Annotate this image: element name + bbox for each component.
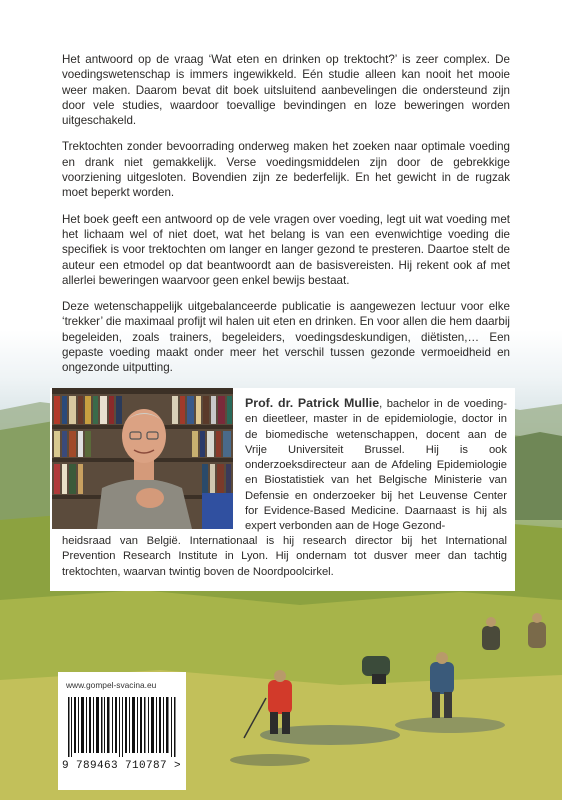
blurb-paragraph: Het antwoord op de vraag ‘Wat eten en drinken op trektocht?’ is zeer complex. De voedingswetenschap is immers ingewikkeld. Eén studie alleen kan nooit het mooie weer maken. Daarom bevat dit boek uitsluitend aanbevelingen die ondersteund zijn door vele studies, waardoor toevallige bevindingen en loze beweringen worden uitgeschakeld.: [62, 53, 510, 128]
author-bio-side: [245, 396, 507, 535]
blurb-paragraph: Het boek geeft een antwoord op de vele vragen over voeding, legt uit wat voeding met het lichaam wel of niet doet, wat het belang is van een evenwichtige voeding die specifiek is voor trektochten om langer en langer gezond te presteren. Daartoe stelt de auteur een etmodel op dat beantwoordt aan de basisvereisten. Hij rekent ook af met allerlei beweringen waarvoor geen enkel bewijs bestaat.: [62, 212, 510, 287]
publisher-url: www.gompel-svacina.eu: [66, 680, 157, 690]
author-name: Prof. dr. Patrick Mullie: [245, 396, 380, 410]
isbn-barcode: [68, 697, 176, 757]
blurb-paragraph: Trektochten zonder bevoorrading onderweg maken het zoeken naar optimale voeding en drank niet gemakkelijk. Verse voedingsmiddelen zijn door de gebrekkige voorziening uitgesloten. Bovendien zijn ze bederfelijk. En het gewicht in de rugzak moet beperkt worden.: [62, 140, 510, 200]
author-photo: [52, 388, 233, 529]
blurb-paragraph: Deze wetenschappelijk uitgebalanceerde publicatie is aangewezen lectuur voor elke ‘trekker’ die maximaal profijt wil halen uit eten en drinken. En voor allen die hem daarbij begeleiden, zoals trainers, begeleiders, voedingsdeskundigen, diëtisten,… Een gepaste voeding maakt onder meer het verschil tussen gezonde vermoeidheid en ongezonde uitputting.: [62, 300, 510, 375]
author-bio-side-text: , bachelor in de voeding- en dieetleer, master in de epidemiologie, doctor in de biomedische wetenschappen, docent aan de Vrije Universiteit Brussel. Hij is ook onderzoeksdirecteur aan de Afdeling Epidemiologie en Biostatistiek van het Belgische Ministerie van Defensie en onderzoeker bij het Leuvense Center for Evidence-Based Medicine. Daarnaast is hij als expert verbonden aan de Hoge Gezond-: [245, 398, 507, 533]
barcode-panel: [58, 672, 186, 790]
blurb-text: [62, 52, 510, 387]
isbn-digits: 9 789463 710787 >: [62, 760, 182, 772]
author-bio-panel: [50, 388, 515, 591]
author-bio-continued: heidsraad van België. Internationaal is hij research director bij het International Prevention Research Institute in Lyon. Hij ondernam tot dusver meer dan tachtig trektochten, waarvan twintig boven de Noordpoolcirkel.: [62, 535, 507, 578]
author-portrait-image: [52, 388, 233, 529]
